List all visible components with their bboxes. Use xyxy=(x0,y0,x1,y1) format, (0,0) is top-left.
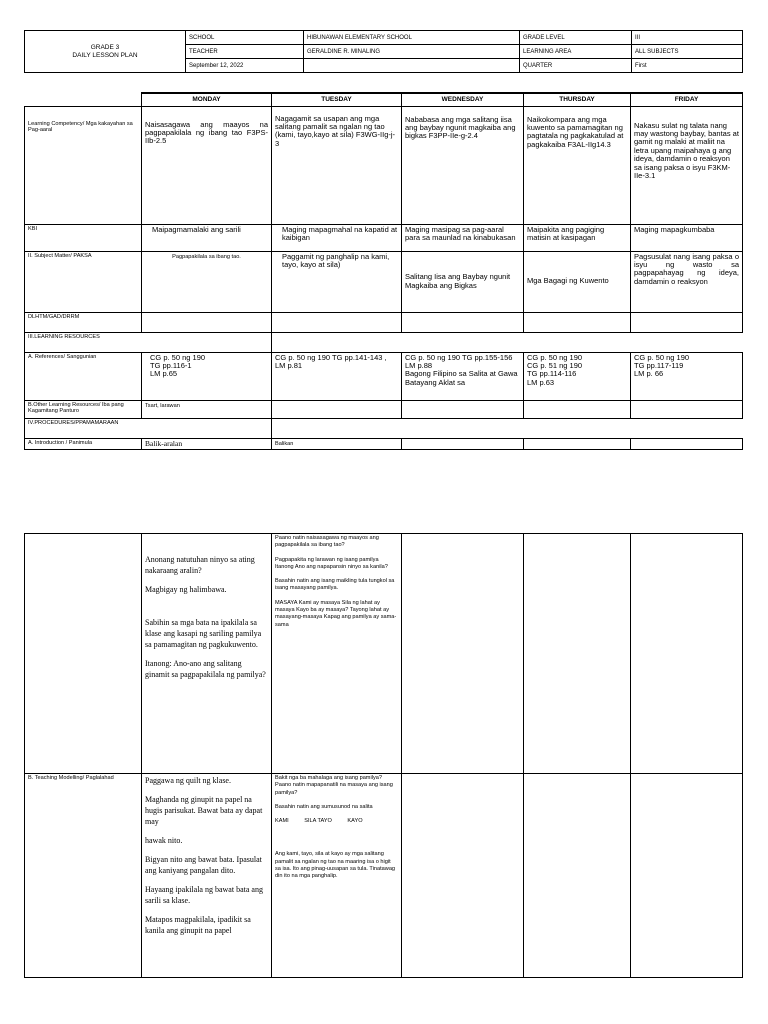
teach-mon-p1: Maghanda ng ginupit na papel na hugis parisukat. Bawat bata ay dapat may xyxy=(145,795,263,826)
resources-blank xyxy=(272,332,743,352)
teaching-wednesday xyxy=(402,774,524,978)
references-friday xyxy=(631,352,743,400)
competency-wednesday: Nababasa ang mga salitang iisa ang baybay ngunit magkaiba ang bigkas F3PP-IIe-g-2.4 xyxy=(402,106,524,224)
competency-row xyxy=(25,106,743,224)
intro-tue-p0: Paano natin naisasagawa ng maayos ang pagpapakilala sa ibang tao? xyxy=(275,535,379,549)
ref-thu-2: TG pp.114-116 xyxy=(527,369,577,379)
grade-level-value: III xyxy=(632,31,743,45)
other-wednesday xyxy=(402,400,524,418)
date-extra xyxy=(304,59,520,73)
intro-cont-tuesday xyxy=(272,534,402,774)
ref-thu-3: LM p.63 xyxy=(527,377,555,387)
references-wednesday xyxy=(402,352,524,400)
competency-monday: Naisasagawa ang maayos na pagpapakilala ng ibang tao F3PS-IIb-2.5 xyxy=(142,106,272,224)
ref-thu-0: CG p. 50 ng 190 xyxy=(527,352,583,362)
subject-thursday: Mga Bagagi ng Kuwento xyxy=(524,251,631,312)
subject-friday: Pagsusulat nang isang paksa o isyu ng wasto sa pagpapahayag ng ideya, damdamin o reaksyon xyxy=(631,251,743,312)
learning-area-label: LEARNING AREA xyxy=(520,45,632,59)
other-resources-monday: Tsart, larawan xyxy=(142,400,272,418)
subject-row xyxy=(25,251,743,312)
teaching-tuesday xyxy=(272,774,402,978)
kbi-tuesday: Maging mapagmahal na kapatid at kaibigan xyxy=(272,224,402,251)
date-value: September 12, 2022 xyxy=(186,59,304,73)
teacher-value: GERALDINE R. MINALING xyxy=(304,45,520,59)
other-resources-label: B.Other Learning Resources/ Iba pang Kagamitang Panturo xyxy=(25,400,142,418)
competency-label: Learning Competency/ Mga kakayahan sa Pag-aaral xyxy=(25,106,142,224)
plan-title-dlp: DAILY LESSON PLAN xyxy=(72,51,138,59)
ref-tue-0: CG p. 50 ng 190 TG pp.141-143 , LM p.81 xyxy=(275,352,387,370)
kbi-thursday: Maipakita ang pagiging matisin at kasipagan xyxy=(524,224,631,251)
references-monday xyxy=(142,352,272,400)
teaching-thursday xyxy=(524,774,631,978)
references-tuesday xyxy=(272,352,402,400)
subject-monday: Pagpapakilala sa ibang tao. xyxy=(142,251,272,312)
references-label: A. References/ Sanggunian xyxy=(25,352,142,400)
competency-thursday: Naikokompara ang mga kuwento sa pamamagitan ng pagtatala ng pagkakatulad at pagkakaiba F3AL-IIg14.3 xyxy=(524,106,631,224)
other-thursday xyxy=(524,400,631,418)
intro-tue-p2: Basahin natin ang isang maikling tula tungkol sa isang masayang pamilya. xyxy=(275,578,395,592)
intro-cont-wednesday xyxy=(402,534,524,774)
dlhtm-row xyxy=(25,312,743,332)
day-monday: MONDAY xyxy=(142,93,272,106)
ref-mon-2: LM p.65 xyxy=(150,369,178,379)
intro-wednesday xyxy=(402,438,524,449)
intro-tue-p3: MASAYA Kami ay masaya Sila ng lahat ay masaya Kayo ba ay masaya? Tayong lahat ay masayang-masaya Kapag ang pamilya ay sama-sama xyxy=(275,599,397,628)
intro-cont-friday xyxy=(631,534,743,774)
intro-mon-p3: Itanong: Ano-ano ang salitang ginamit sa pagpapakilala ng pamilya? xyxy=(145,659,266,679)
dlhtm-tuesday xyxy=(272,312,402,332)
teach-tue-p0: Bakit nga ba mahalaga ang isang pamilya? Paano natin mapapanatili na masaya ang isang pamilya? xyxy=(275,775,393,796)
ref-wed-2: Batayang Aklat sa xyxy=(405,377,466,387)
ref-thu-1: CG p. 51 ng 190 xyxy=(527,360,583,370)
teach-tue-p1: Basahin natin ang sumusunod na salita xyxy=(275,803,373,810)
dlhtm-wednesday xyxy=(402,312,524,332)
intro-cont-label xyxy=(25,534,142,774)
kbi-row xyxy=(25,224,743,251)
intro-cont-thursday xyxy=(524,534,631,774)
day-tuesday: TUESDAY xyxy=(272,93,402,106)
corner-cell xyxy=(25,93,142,106)
intro-mon-p0: Anonang natutuhan ninyo sa ating nakaraang aralin? xyxy=(145,555,255,575)
other-resources-row xyxy=(25,400,743,418)
day-wednesday: WEDNESDAY xyxy=(402,93,524,106)
teach-mon-p3: Bigyan nito ang bawat bata. Ipasulat ang kaniyang pangalan dito. xyxy=(145,855,262,875)
intro-tuesday: Balikan xyxy=(272,438,402,449)
quarter-value: First xyxy=(632,59,743,73)
teaching-row xyxy=(25,774,743,978)
intro-continued-row xyxy=(25,534,743,774)
ref-wed-0: CG p. 50 ng 190 TG pp.155-156 LM p.88 xyxy=(405,352,513,370)
subject-wednesday: Salitang Iisa ang Baybay ngunit Magkaiba ang Bigkas xyxy=(402,251,524,312)
ref-fri-0: CG p. 50 ng 190 xyxy=(634,352,690,362)
teach-tue-p3: Ang kami, tayo, sila at kayo ay mga salitang pamalit sa ngalan ng tao na maaring isa o higit sa isa. Ito ang pinag-uusapan sa tula. Tinatawag din ito na mga panghalip. xyxy=(275,851,396,880)
day-friday: FRIDAY xyxy=(631,93,743,106)
learning-area-value: ALL SUBJECTS xyxy=(632,45,743,59)
procedures-row xyxy=(25,418,743,438)
teacher-label: TEACHER xyxy=(186,45,304,59)
intro-monday: Balik-aralan xyxy=(142,438,272,449)
day-thursday: THURSDAY xyxy=(524,93,631,106)
other-tuesday xyxy=(272,400,402,418)
teach-tue-p2: KAMI SILA TAYO KAYO xyxy=(275,818,363,825)
dlhtm-label: DLHTM/GAD/DRRM xyxy=(25,312,142,332)
references-row xyxy=(25,352,743,400)
teach-mon-p4: Hayaang ipakilala ng bawat bata ang sarili sa klase. xyxy=(145,885,263,905)
references-thursday xyxy=(524,352,631,400)
subject-tuesday: Paggamit ng panghalip na kami, tayo, kayo at sila) xyxy=(272,251,402,312)
subject-label: II. Subject Matter/ PAKSA xyxy=(25,251,142,312)
kbi-wednesday: Maging masipag sa pag-aaral para sa maunlad na kinabukasan xyxy=(402,224,524,251)
dlhtm-monday xyxy=(142,312,272,332)
ref-mon-1: TG pp.116-1 xyxy=(150,360,192,370)
procedures-blank xyxy=(272,418,743,438)
ref-mon-0: CG p. 50 ng 190 xyxy=(150,352,206,362)
school-value: HIBUNAWAN ELEMENTARY SCHOOL xyxy=(304,31,520,45)
ref-fri-1: TG pp.117-119 xyxy=(634,360,684,370)
resources-label: III.LEARNING RESOURCES xyxy=(25,332,272,352)
kbi-label: KBI xyxy=(25,224,142,251)
procedures-label: IV.PROCEDURES/PPAMAMARAAN xyxy=(25,418,272,438)
teaching-monday xyxy=(142,774,272,978)
intro-tue-p1: Pagpapakita ng larawan ng isang pamilya Itanong Ano ang napapansin ninyo sa kanila? xyxy=(275,556,388,570)
intro-thursday xyxy=(524,438,631,449)
teach-mon-p0: Paggawa ng quilt ng klase. xyxy=(145,776,231,785)
intro-row xyxy=(25,438,743,449)
ref-fri-2: LM p. 66 xyxy=(634,369,664,379)
plan-title-grade: GRADE 3 xyxy=(90,43,120,51)
teaching-friday xyxy=(631,774,743,978)
teach-mon-p5: Matapos magpakilala, ipadikit sa kanila ang ginupit na papel xyxy=(145,915,251,935)
other-friday xyxy=(631,400,743,418)
header-table xyxy=(24,30,743,73)
ref-wed-1: Bagong Filipino sa Salita at Gawa xyxy=(405,369,518,379)
school-label: SCHOOL xyxy=(186,31,304,45)
intro-label: A. Introduction / Panimula xyxy=(25,438,142,449)
resources-row xyxy=(25,332,743,352)
teach-mon-p2: hawak nito. xyxy=(145,836,183,845)
kbi-monday: Maipagmamalaki ang sarili xyxy=(142,224,272,251)
quarter-label: QUARTER xyxy=(520,59,632,73)
intro-friday xyxy=(631,438,743,449)
intro-cont-monday xyxy=(142,534,272,774)
lesson-plan-table xyxy=(24,92,743,450)
kbi-friday: Maging mapagkumbaba xyxy=(631,224,743,251)
intro-mon-p2: Sabihin sa mga bata na ipakilala sa klase ang kasapi ng sariling pamilya sa pamamagitan ng pagkukuwento. xyxy=(145,618,262,649)
dlhtm-friday xyxy=(631,312,743,332)
competency-friday: Nakasu sulat ng talata nang may wastong baybay, bantas at gamit ng malaki at maliit na letra upang maipahaya g ang ideya, damdamin o reaksyon sa isang paksa o isyu F3KM-IIe-3.1 xyxy=(631,106,743,224)
teaching-label: B. Teaching Modelling/ Paglalahad xyxy=(25,774,142,978)
competency-tuesday: Nagagamit sa usapan ang mga salitang pamalit sa ngalan ng tao (kami, tayo,kayo at sila) F3WG-IIg-j-3 xyxy=(272,106,402,224)
dlhtm-thursday xyxy=(524,312,631,332)
grade-level-label: GRADE LEVEL xyxy=(520,31,632,45)
plan-title xyxy=(25,31,186,73)
intro-mon-p1: Magbigay ng halimbawa. xyxy=(145,585,227,594)
continuation-table xyxy=(24,533,743,978)
